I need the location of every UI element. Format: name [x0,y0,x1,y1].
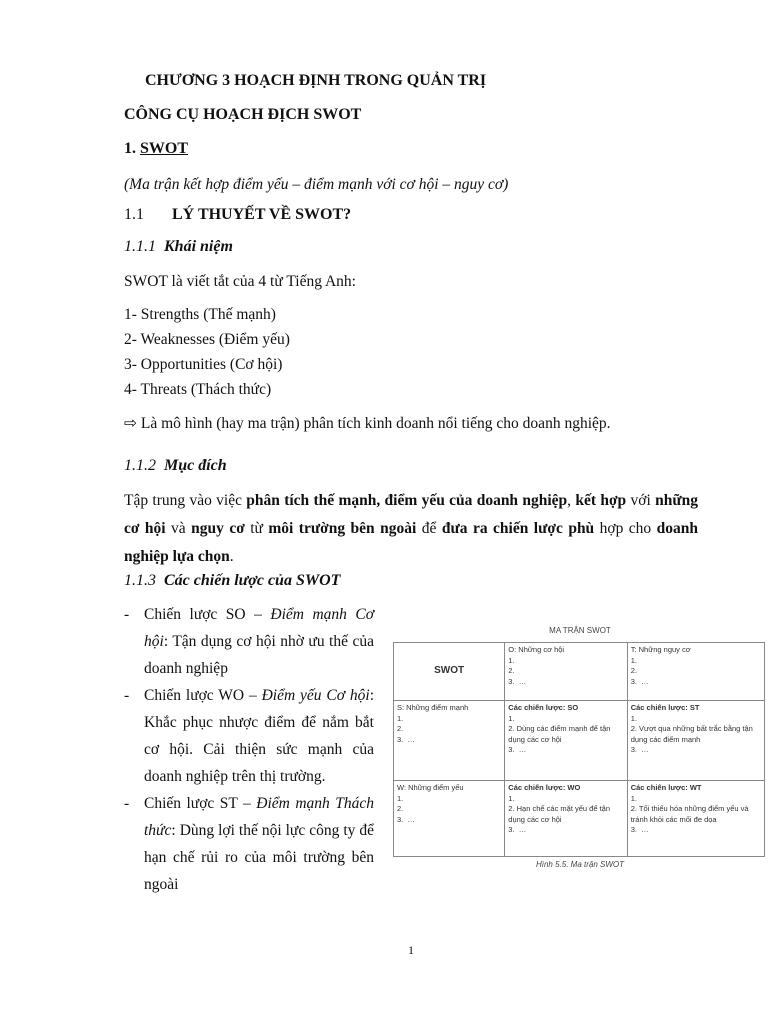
list-item: - Chiến lược WO – Điểm yếu Cơ hội: Khắc phục nhược điểm để nắm bắt cơ hội. Cải thiện sức mạnh của doanh nghiệp trên thị trường. [124,687,374,785]
conclusion: ⇨ Là mô hình (hay ma trận) phân tích kinh doanh nổi tiếng cho doanh nghiệp. [124,415,611,432]
chapter-title: CHƯƠNG 3 HOẠCH ĐỊNH TRONG QUẢN TRỊ [145,72,487,89]
list-item: 4- Threats (Thách thức) [124,381,272,398]
list-item: - Chiến lược SO – Điểm mạnh Cơ hội: Tận dụng cơ hội nhờ ưu thế của doanh nghiệp [124,606,374,677]
section-title: CÔNG CỤ HOẠCH ĐỊCH SWOT [124,106,362,123]
figure-caption: Hình 5.5. Ma trận SWOT [535,860,625,869]
matrix-header-t: T: Những nguy cơ 1. 2. 3. … [627,643,764,701]
figure-title: MA TRẬN SWOT [549,626,611,635]
page-number: 1 [408,943,414,957]
intro-text: SWOT là viết tắt của 4 từ Tiếng Anh: [124,273,356,290]
heading-1-1-2: 1.1.2 Mục đích [124,457,227,474]
matrix-header-o: O: Những cơ hội 1. 2. 3. … [505,643,627,701]
subtitle: (Ma trận kết hợp điểm yếu – điểm mạnh với cơ hội – nguy cơ) [124,176,509,193]
heading-1-1: 1.1 LÝ THUYẾT VỀ SWOT? [124,206,352,223]
matrix-cell-wt: Các chiến lược: WT 1. 2. Tối thiểu hóa những điểm yếu và tránh khỏi các mối đe dọa 3. … [627,781,764,857]
heading-1-1-1: 1.1.1 Khái niệm [124,238,233,255]
heading-1-1-3: 1.1.3 Các chiến lược của SWOT [124,572,341,589]
swot-list [124,302,290,402]
matrix-row-s: S: Những điểm mạnh 1. 2. 3. … [394,701,505,781]
matrix-row-w: W: Những điểm yếu 1. 2. 3. … [394,781,505,857]
list-item: 2- Weaknesses (Điểm yếu) [124,331,290,348]
matrix-cell-st: Các chiến lược: ST 1. 2. Vượt qua những bất trắc bằng tận dụng các điểm mạnh 3. … [627,701,764,781]
list-item: - Chiến lược ST – Điểm mạnh Thách thức: Dùng lợi thế nội lực công ty để hạn chế rủi ro của môi trường bên ngoài [124,795,374,893]
list-item: 1- Strengths (Thế mạnh) [124,306,276,323]
matrix-cell-wo: Các chiến lược: WO 1. 2. Hạn chế các mặt yếu để tận dụng các cơ hội 3. … [505,781,627,857]
heading-1: 1. SWOT [124,140,189,157]
purpose-paragraph: Tập trung vào việc phân tích thế mạnh, điểm yếu của doanh nghiệp, kết hợp với những cơ hội và nguy cơ từ môi trường bên ngoài để đưa ra chiến lược phù hợp cho doanh nghiệp lựa chọn. [124,492,698,565]
strategy-list [124,601,374,898]
swot-matrix [393,642,765,857]
matrix-cell-so: Các chiến lược: SO 1. 2. Dùng các điểm mạnh để tận dụng các cơ hội 3. … [505,701,627,781]
list-item: 3- Opportunities (Cơ hội) [124,356,283,373]
swot-matrix-figure [390,620,768,880]
arrow-icon: ⇨ [124,415,137,432]
matrix-corner: SWOT [394,643,505,701]
